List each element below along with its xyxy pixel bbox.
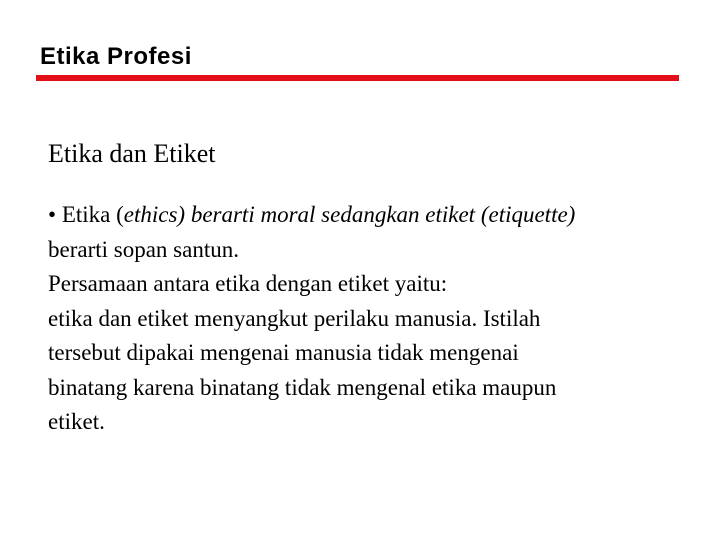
- slide-subtitle: Etika dan Etiket: [48, 139, 216, 168]
- body-line-2: berarti sopan santun.: [48, 236, 239, 262]
- slide-title: Etika Profesi: [40, 43, 192, 70]
- body-line-1-part-a: Etika (: [56, 202, 124, 227]
- body-text: [48, 198, 708, 440]
- body-line-5: tersebut dipakai mengenai manusia tidak mengenai: [48, 340, 519, 365]
- body-line-4: etika dan etiket menyangkut perilaku manusia. Istilah: [48, 305, 541, 331]
- bullet-icon: •: [48, 202, 57, 227]
- body-line-3: Persamaan antara etika dengan etiket yaitu:: [48, 271, 448, 296]
- body-line-1: [48, 198, 708, 233]
- body-line-1-italic: ethics) berarti moral sedangkan etiket (etiquette): [123, 202, 576, 227]
- body-line-7: etiket.: [48, 409, 105, 434]
- title-underline-rule: [36, 75, 679, 81]
- body-line-6: binatang karena binatang tidak mengenal etika maupun: [48, 374, 557, 400]
